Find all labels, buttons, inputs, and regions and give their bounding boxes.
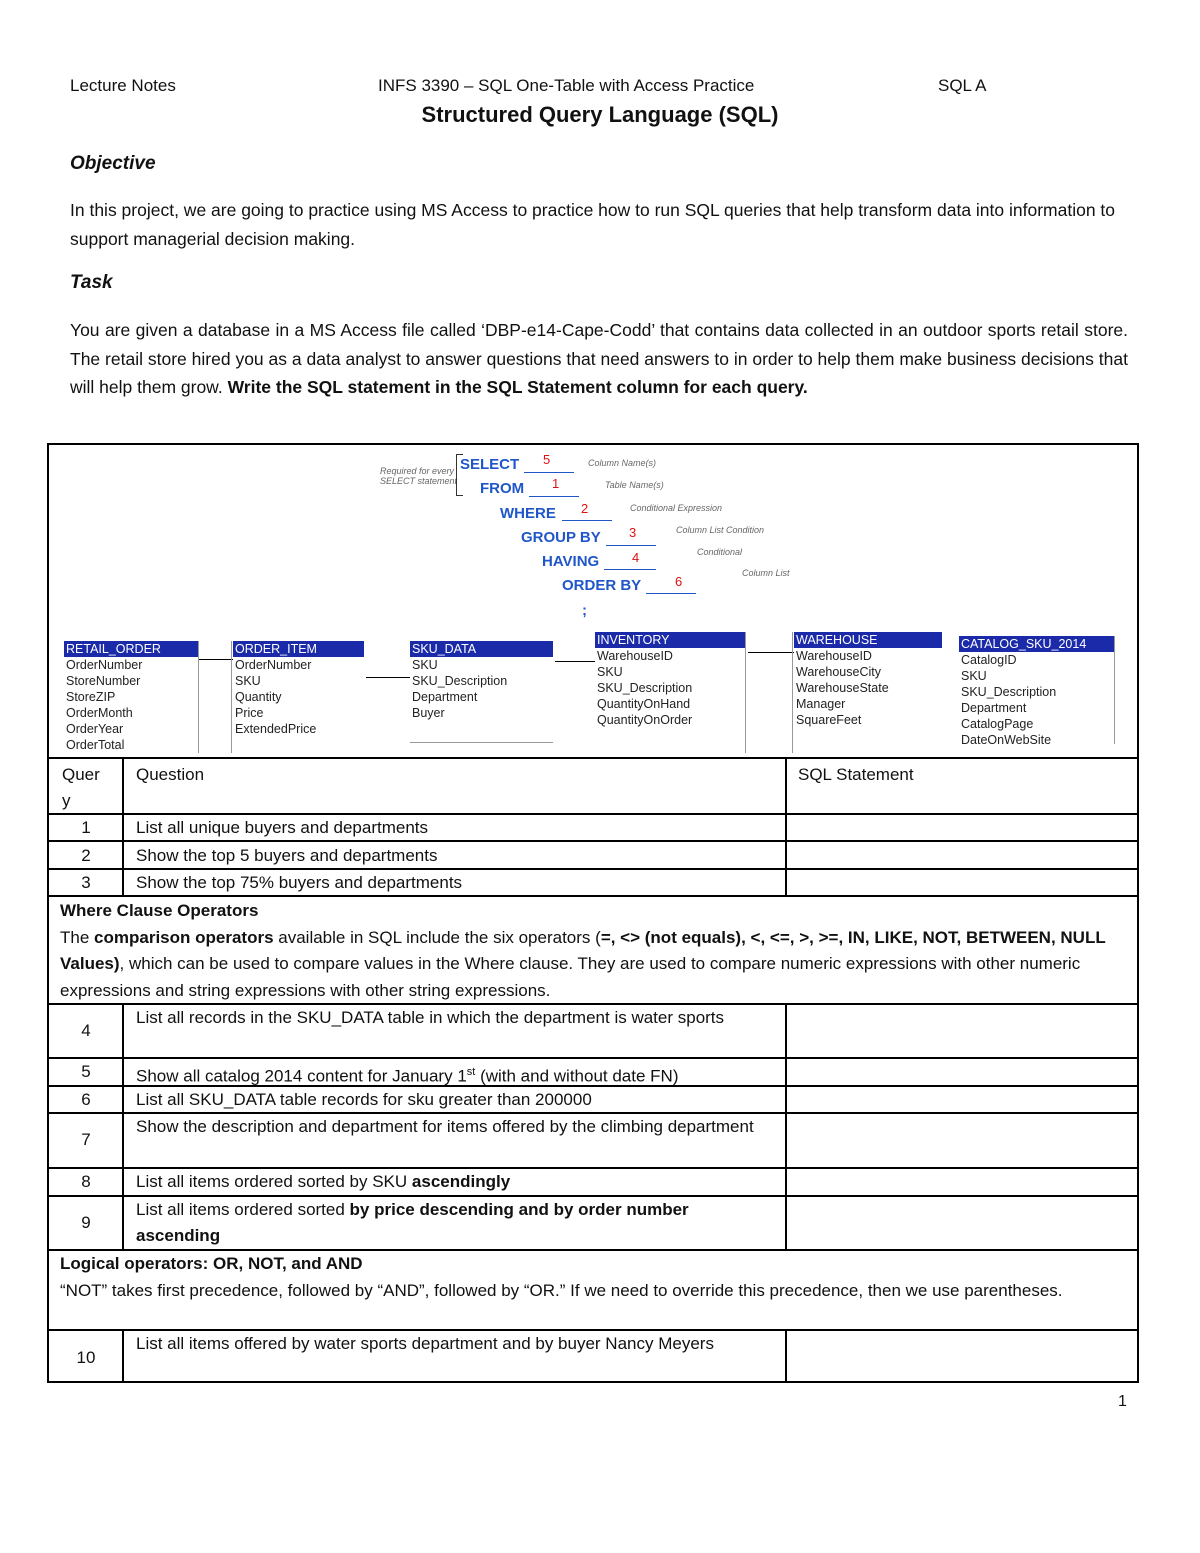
schema-field: WarehouseState <box>796 681 889 695</box>
clause-group-by-order: 3 <box>629 525 637 540</box>
query-number: 5 <box>81 1062 91 1081</box>
schema-field: ExtendedPrice <box>235 722 317 736</box>
objective-heading: Objective <box>70 153 156 174</box>
schema-field: OrderYear <box>66 722 124 736</box>
schema-border <box>198 641 199 753</box>
schema-border <box>231 641 232 753</box>
schema-border <box>1114 636 1115 744</box>
schema-field: WarehouseID <box>597 649 673 663</box>
schema-table-catalog-sku-2014 <box>959 636 1114 748</box>
clause-where: WHERE <box>500 505 556 522</box>
schema-field: SKU <box>961 669 987 683</box>
query-question: Show the top 5 buyers and departments <box>136 846 438 865</box>
ordinal-suffix: st <box>466 1066 476 1078</box>
schema-border <box>745 632 746 753</box>
sql-answer-cell[interactable] <box>788 870 1136 895</box>
query-question <box>136 1197 776 1249</box>
sql-answer-cell[interactable] <box>788 1114 1136 1166</box>
query-question: List all SKU_DATA table records for sku greater than 200000 <box>136 1090 592 1109</box>
query-question <box>136 1059 776 1090</box>
schema-table-sku-data <box>410 641 553 721</box>
query-question <box>136 1169 776 1195</box>
schema-field: SKU_Description <box>597 681 693 695</box>
schema-field: Buyer <box>412 706 445 720</box>
table-col-rule <box>785 1003 787 1249</box>
task-body: You are given a database in a MS Access file called ‘DBP-e14-Cape-Codd’ that contains data collected in an outdoor sports retail store. The retail store hired you as a data analyst to answer questions that need answers to in order to help them make business decisions that will help them grow. <box>70 320 1128 397</box>
having-note: Conditional <box>697 547 743 557</box>
query-question: List all items offered by water sports department and by buyer Nancy Meyers <box>136 1334 714 1353</box>
clause-from-order: 1 <box>552 476 560 491</box>
task-instruction: Write the SQL statement in the SQL Statement column for each query. <box>227 377 808 397</box>
sql-answer-cell[interactable] <box>788 1197 1136 1248</box>
sql-answer-cell[interactable] <box>788 815 1136 840</box>
group-by-note: Column List Condition <box>676 525 765 535</box>
column-header-query: Query <box>62 765 100 810</box>
schema-field: CatalogID <box>961 653 1017 667</box>
question-text: List all items ordered sorted <box>136 1200 350 1219</box>
relationship-line <box>555 661 595 662</box>
schema-field: Quantity <box>235 690 282 704</box>
table-col-rule <box>785 1329 787 1383</box>
required-note: Required for every SELECT statement <box>380 466 458 486</box>
task-text <box>70 316 1128 402</box>
schema-field: OrderMonth <box>66 706 133 720</box>
schema-field: OrderTotal <box>66 738 125 752</box>
table-rule <box>47 757 1139 759</box>
query-question: Show the top 75% buyers and departments <box>136 873 463 892</box>
schema-field: WarehouseCity <box>796 665 881 679</box>
schema-field: OrderNumber <box>235 658 312 672</box>
clause-group-by-line <box>606 545 656 546</box>
header-right: SQL A <box>938 76 987 95</box>
clause-order-by-line <box>646 593 696 594</box>
statement-terminator: ; <box>582 602 587 619</box>
clause-order-by: ORDER BY <box>562 577 642 594</box>
schema-field: SquareFeet <box>796 713 862 727</box>
question-text: List all items ordered sorted by SKU <box>136 1172 412 1191</box>
schema-table-inventory <box>595 632 745 728</box>
clause-having-order: 4 <box>632 550 640 565</box>
schema-field: DateOnWebSite <box>961 733 1052 747</box>
sql-answer-cell[interactable] <box>788 1169 1136 1194</box>
relationship-line <box>366 677 410 678</box>
clause-from: FROM <box>480 480 525 497</box>
schema-table-name: ORDER_ITEM <box>233 641 364 657</box>
objective-text: In this project, we are going to practice using MS Access to practice how to run SQL queries that help transform data into information to support managerial decision making. <box>70 200 1116 249</box>
note-text: The <box>60 927 95 947</box>
schema-field: OrderNumber <box>66 658 143 672</box>
query-number: 2 <box>81 846 91 865</box>
question-bold: ascendingly <box>411 1172 511 1191</box>
schema-field: StoreZIP <box>66 690 116 704</box>
column-header-question: Question <box>136 765 205 784</box>
schema-field: Price <box>235 706 264 720</box>
sql-answer-cell[interactable] <box>788 1005 1136 1055</box>
logical-operators-text: “NOT” takes first precedence, followed by “AND”, followed by “OR.” If we need to override this precedence, then we use parentheses. <box>60 1280 1063 1300</box>
schema-field: SKU <box>412 658 438 672</box>
where-operators-title: Where Clause Operators <box>60 901 259 920</box>
schema-table-warehouse <box>794 632 942 728</box>
query-number: 6 <box>81 1090 91 1109</box>
note-text: , which can be used to compare values in the Where clause. They are used to compare numeric expressions with other numeric expressions and string expressions with other string expressions. <box>60 954 1081 1000</box>
schema-table-name: SKU_DATA <box>410 641 553 657</box>
schema-field: StoreNumber <box>66 674 141 688</box>
header-left: Lecture Notes <box>70 76 176 95</box>
schema-border <box>410 742 553 743</box>
schema-table-name: RETAIL_ORDER <box>64 641 198 657</box>
query-number: 8 <box>81 1172 91 1191</box>
query-question: List all records in the SKU_DATA table in which the department is water sports <box>136 1008 725 1027</box>
column-header-sql: SQL Statement <box>798 765 914 784</box>
clause-from-line <box>529 496 579 497</box>
schema-field: WarehouseID <box>796 649 872 663</box>
relationship-line <box>748 652 794 653</box>
schema-table-order-item <box>233 641 364 737</box>
note-bold: comparison operators <box>94 927 274 947</box>
clause-having: HAVING <box>542 553 600 570</box>
task-heading: Task <box>70 272 113 293</box>
question-text: Show all catalog 2014 content for January 1 <box>136 1066 467 1086</box>
note-text: available in SQL include the six operators ( <box>273 927 601 947</box>
logical-operators-note <box>60 1251 1130 1304</box>
schema-table-name: CATALOG_SKU_2014 <box>959 636 1114 652</box>
header-center: INFS 3390 – SQL One-Table with Access Practice <box>378 76 755 95</box>
schema-field: Manager <box>796 697 846 711</box>
select-note: Column Name(s) <box>588 458 657 468</box>
page-number: 1 <box>1118 1393 1127 1410</box>
schema-field: SKU <box>597 665 623 679</box>
question-text: (with and without date FN) <box>475 1066 679 1086</box>
schema-field: Department <box>961 701 1027 715</box>
clause-select-line <box>524 472 574 473</box>
relationship-line <box>199 659 233 660</box>
clause-where-line <box>562 520 612 521</box>
clause-having-line <box>604 569 656 570</box>
order-by-note: Column List <box>742 568 790 578</box>
query-number: 1 <box>81 818 91 837</box>
schema-field: SKU <box>235 674 261 688</box>
schema-border <box>792 632 793 753</box>
clause-select: SELECT <box>460 456 520 473</box>
schema-field: Department <box>412 690 478 704</box>
schema-table-name: INVENTORY <box>595 632 745 648</box>
schema-field: CatalogPage <box>961 717 1034 731</box>
schema-field: QuantityOnOrder <box>597 713 693 727</box>
sql-answer-cell[interactable] <box>788 1087 1136 1112</box>
clause-select-order: 5 <box>543 452 551 467</box>
schema-table-retail-order <box>64 641 198 753</box>
query-number: 4 <box>81 1021 91 1040</box>
clause-group-by: GROUP BY <box>521 529 601 546</box>
logical-operators-title: Logical operators: OR, NOT, and AND <box>60 1254 363 1273</box>
note-bold: =, <> (not equals), <, <=, >, >=, IN, LIKE, NOT, BETWEEN, NULL Values) <box>60 927 1106 973</box>
query-number: 3 <box>81 873 91 892</box>
where-note: Conditional Expression <box>630 503 723 513</box>
where-operators-note <box>60 898 1130 1004</box>
sql-answer-cell[interactable] <box>788 1331 1136 1381</box>
sql-answer-cell[interactable] <box>788 843 1136 868</box>
clause-order-by-order: 6 <box>675 574 683 589</box>
schema-field: SKU_Description <box>961 685 1057 699</box>
query-number: 10 <box>76 1348 96 1367</box>
sql-answer-cell[interactable] <box>788 1059 1136 1084</box>
question-bold: by price descending and by order number ascending <box>136 1200 689 1245</box>
from-note: Table Name(s) <box>605 480 664 490</box>
table-col-rule <box>785 757 787 895</box>
query-question: List all unique buyers and departments <box>136 818 429 837</box>
query-number: 9 <box>81 1213 91 1232</box>
page-title: Structured Query Language (SQL) <box>421 102 779 127</box>
query-question: Show the description and department for items offered by the climbing department <box>136 1117 754 1136</box>
schema-field: QuantityOnHand <box>597 697 691 711</box>
clause-where-order: 2 <box>581 501 589 516</box>
schema-field: SKU_Description <box>412 674 508 688</box>
schema-table-name: WAREHOUSE <box>794 632 942 648</box>
query-number: 7 <box>81 1130 91 1149</box>
